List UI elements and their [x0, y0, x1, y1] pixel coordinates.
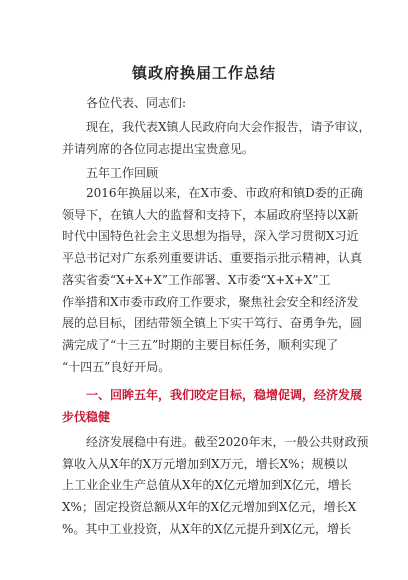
review-line: 平总书记对广东系列重要讲话、重要指示批示精神，认真 — [62, 251, 363, 266]
red-heading-line-1: 一、回眸五年，我们咬定目标，稳增促调，经济发展 — [86, 388, 363, 402]
section-heading-red — [62, 385, 363, 428]
intro-paragraph — [62, 117, 371, 160]
review-line: 2016年换届以来，在X市委、市政府和镇D委的正确 — [86, 186, 363, 200]
economy-line: X%；固定投资总额从X年的X亿元增加到X亿元，增长X — [62, 500, 357, 515]
intro-line-2: 并请列席的各位同志提出宝贵意见。 — [62, 141, 255, 156]
red-heading-line-2: 步伐稳健 — [62, 409, 111, 424]
review-line: 时代中国特色社会主义思想为指导，深入学习贯彻X习近 — [62, 229, 359, 244]
economy-line: %。其中工业投资，从X年的X亿元提升到X亿元，增长 — [62, 521, 352, 536]
economy-line: 经济发展稳中有进。截至2020年末，一般公共财政预 — [86, 435, 369, 449]
review-line: 领导下，在镇人大的监督和支持下，本届政府坚持以X新 — [62, 207, 359, 222]
section-label: 五年工作回顾 — [86, 166, 159, 180]
document-title: 镇政府换届工作总结 — [131, 64, 276, 82]
review-paragraph — [62, 183, 363, 378]
review-line: 展的总目标，团结带领全镇上下实干笃行、奋勇争先，圆 — [62, 316, 363, 331]
review-line: 落实省委“X+X+X”工作部署、X市委“X+X+X”工 — [62, 272, 331, 287]
intro-line-1: 现在，我代表X镇人民政府向大会作报告，请予审议， — [86, 120, 371, 134]
review-line: 作举措和X市委市政府工作要求，聚焦社会安全和经济发 — [62, 294, 359, 309]
economy-line: 算收入从X年的X万元增加到X万元，增长X%；规模以 — [62, 456, 348, 471]
review-line: 满完成了“十三五”时期的主要目标任务，顺利实现了 — [62, 337, 339, 352]
greeting-paragraph: 各位代表、同志们: — [86, 96, 187, 110]
review-line: “十四五”良好开局。 — [62, 359, 171, 374]
economy-paragraph — [62, 432, 369, 541]
economy-line: 上工业企业生产总值从X年的X亿元增加到X亿元，增长 — [62, 478, 352, 493]
